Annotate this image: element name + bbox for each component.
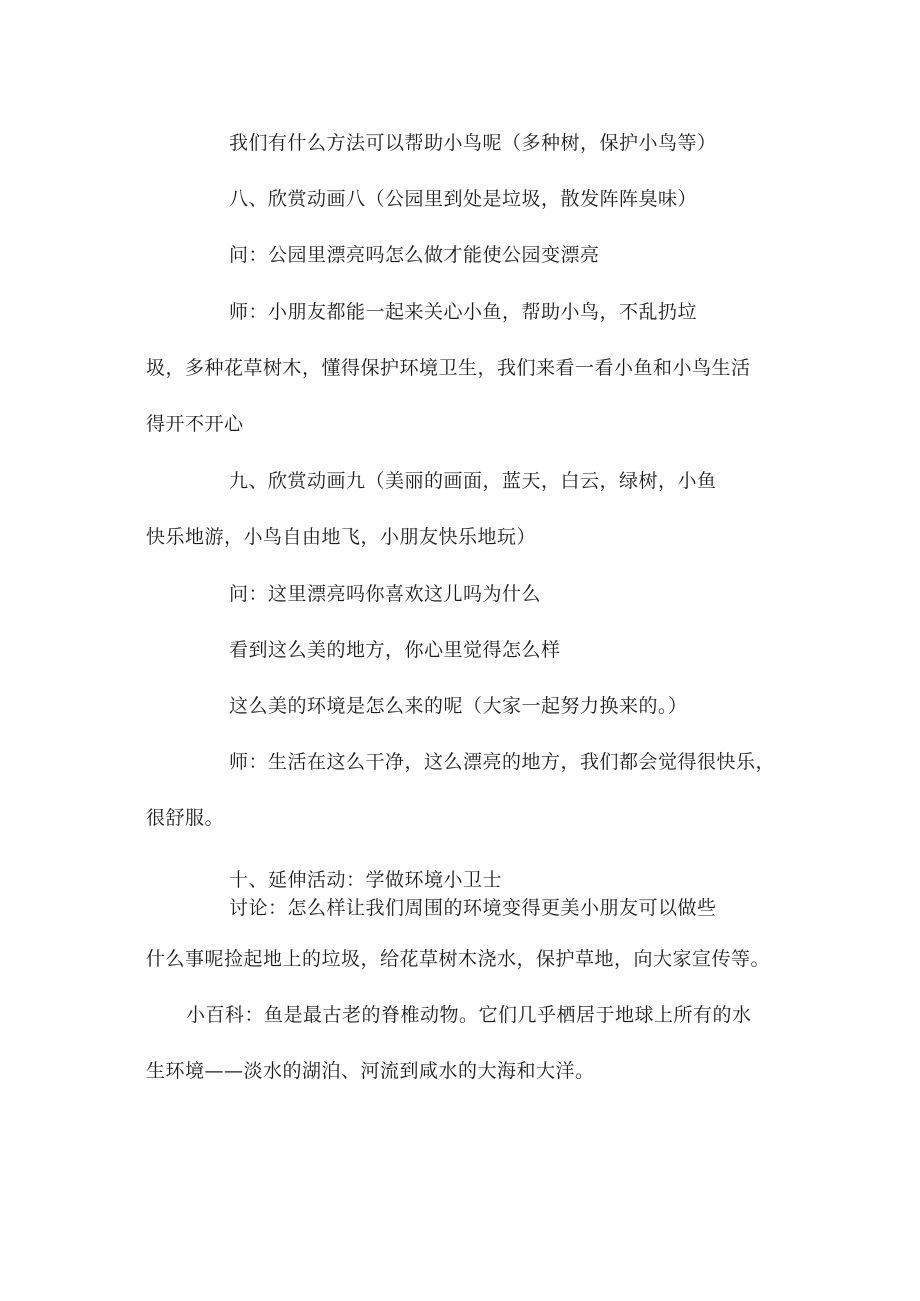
paragraph-line: 快乐地游，小鸟自由地飞，小朋友快乐地玩） xyxy=(146,526,537,548)
section-heading: 十、延伸活动：学做环境小卫士 xyxy=(229,869,503,891)
paragraph-line: 生环境——淡水的湖泊、河流到咸水的大海和大洋。 xyxy=(146,1060,595,1082)
paragraph-line: 我们有什么方法可以帮助小鸟呢（多种树，保护小鸟等） xyxy=(229,132,717,154)
paragraph-line: 小百科：鱼是最古老的脊椎动物。它们几乎栖居于地球上所有的水 xyxy=(186,1004,752,1026)
section-heading: 八、欣赏动画八（公园里到处是垃圾，散发阵阵臭味） xyxy=(229,188,698,210)
paragraph-line: 讨论：怎么样让我们周围的环境变得更美小朋友可以做些 xyxy=(229,897,717,919)
section-heading: 九、欣赏动画九（美丽的画面，蓝天，白云，绿树，小鱼 xyxy=(229,470,717,492)
paragraph-line: 问：这里漂亮吗你喜欢这儿吗为什么 xyxy=(229,583,542,605)
paragraph-line: 看到这么美的地方，你心里觉得怎么样 xyxy=(229,639,561,661)
paragraph-line: 问：公园里漂亮吗怎么做才能使公园变漂亮 xyxy=(229,244,600,266)
paragraph-line: 这么美的环境是怎么来的呢（大家一起努力换来的。） xyxy=(229,695,688,717)
paragraph-line: 师：生活在这么干净，这么漂亮的地方，我们都会觉得很快乐， xyxy=(229,751,776,773)
paragraph-line: 什么事呢捡起地上的垃圾，给花草树木浇水，保护草地，向大家宣传等。 xyxy=(146,948,771,970)
paragraph-line: 得开不开心 xyxy=(146,413,244,435)
paragraph-line: 圾，多种花草树木，懂得保护环境卫生，我们来看一看小鱼和小鸟生活 xyxy=(146,357,751,379)
paragraph-line: 师：小朋友都能一起来关心小鱼，帮助小鸟，不乱扔垃 xyxy=(229,301,698,323)
paragraph-line: 很舒服。 xyxy=(146,807,225,829)
